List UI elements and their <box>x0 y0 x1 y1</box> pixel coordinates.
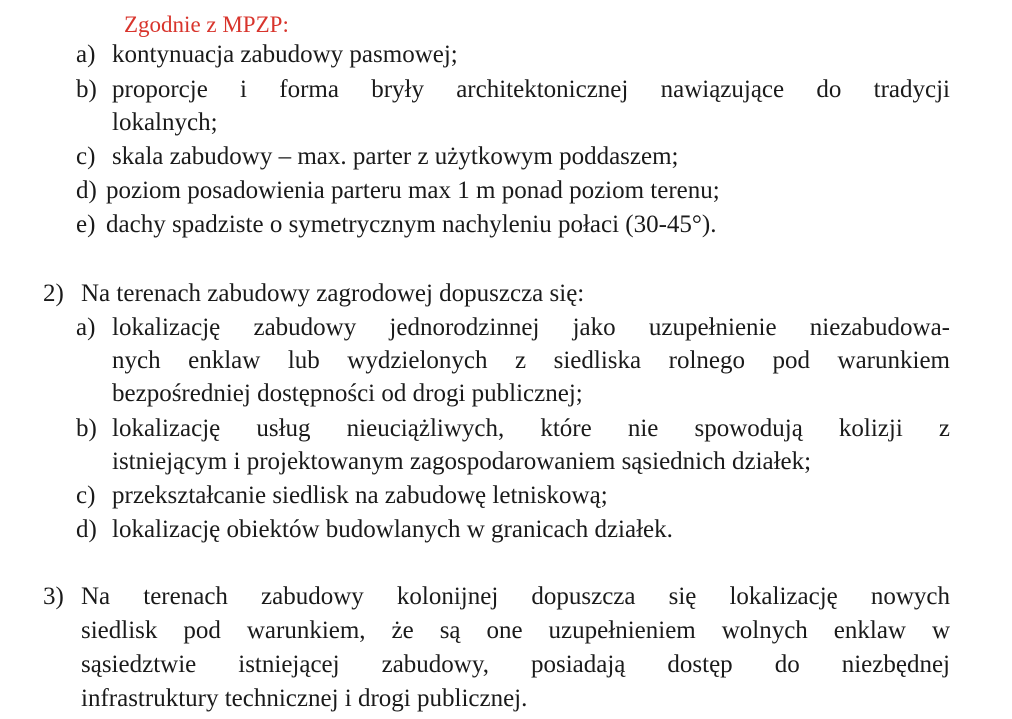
list-item-text: dachy spadziste o symetrycznym nachyleniu połaci (30-45°). <box>106 211 717 238</box>
section-text: sąsiedztwie istniejącej zabudowy, posiadają dostęp do niezbędnej <box>81 651 950 678</box>
list-marker: d) <box>76 516 97 543</box>
mpzp-heading: Zgodnie z MPZP: <box>124 12 289 37</box>
section-number: 2) <box>43 280 64 307</box>
list-marker: b) <box>76 415 97 442</box>
list-marker: b) <box>76 76 97 103</box>
list-item-text: istniejącym i projektowanym zagospodarowaniem sąsiednich działek; <box>112 448 812 475</box>
list-marker: d) <box>76 177 97 204</box>
list-item-text: proporcje i forma bryły architektonicznej nawiązujące do tradycji <box>112 76 950 103</box>
section-text: Na terenach zabudowy kolonijnej dopuszcza się lokalizację nowych <box>81 583 950 610</box>
list-item-text: lokalizację zabudowy jednorodzinnej jako uzupełnienie niezabudowa- <box>112 314 950 341</box>
list-item-text: lokalizację obiektów budowlanych w granicach działek. <box>112 516 673 543</box>
section-text: siedlisk pod warunkiem, że są one uzupełnieniem wolnych enklaw w <box>81 617 950 644</box>
list-item-text: poziom posadowienia parteru max 1 m ponad poziom terenu; <box>106 177 720 204</box>
list-marker: c) <box>76 143 96 170</box>
list-item-text: skala zabudowy – max. parter z użytkowym poddaszem; <box>112 143 679 170</box>
list-item-text: kontynuacja zabudowy pasmowej; <box>112 41 458 68</box>
list-marker: a) <box>76 41 96 68</box>
list-item-text: nych enklaw lub wydzielonych z siedliska rolnego pod warunkiem <box>112 347 950 374</box>
list-item-text: przekształcanie siedlisk na zabudowę letniskową; <box>112 482 608 509</box>
list-marker: c) <box>76 482 96 509</box>
section-intro: Na terenach zabudowy zagrodowej dopuszcza się: <box>81 280 585 307</box>
list-marker: e) <box>76 211 96 238</box>
list-marker: a) <box>76 314 96 341</box>
section-text: infrastruktury technicznej i drogi publicznej. <box>81 685 528 712</box>
list-item-text: bezpośredniej dostępności od drogi publicznej; <box>112 380 583 407</box>
list-item-text: lokalizację usług nieuciążliwych, które nie spowodują kolizji z <box>112 415 950 442</box>
list-item-text: lokalnych; <box>112 109 218 136</box>
section-number: 3) <box>43 583 64 610</box>
